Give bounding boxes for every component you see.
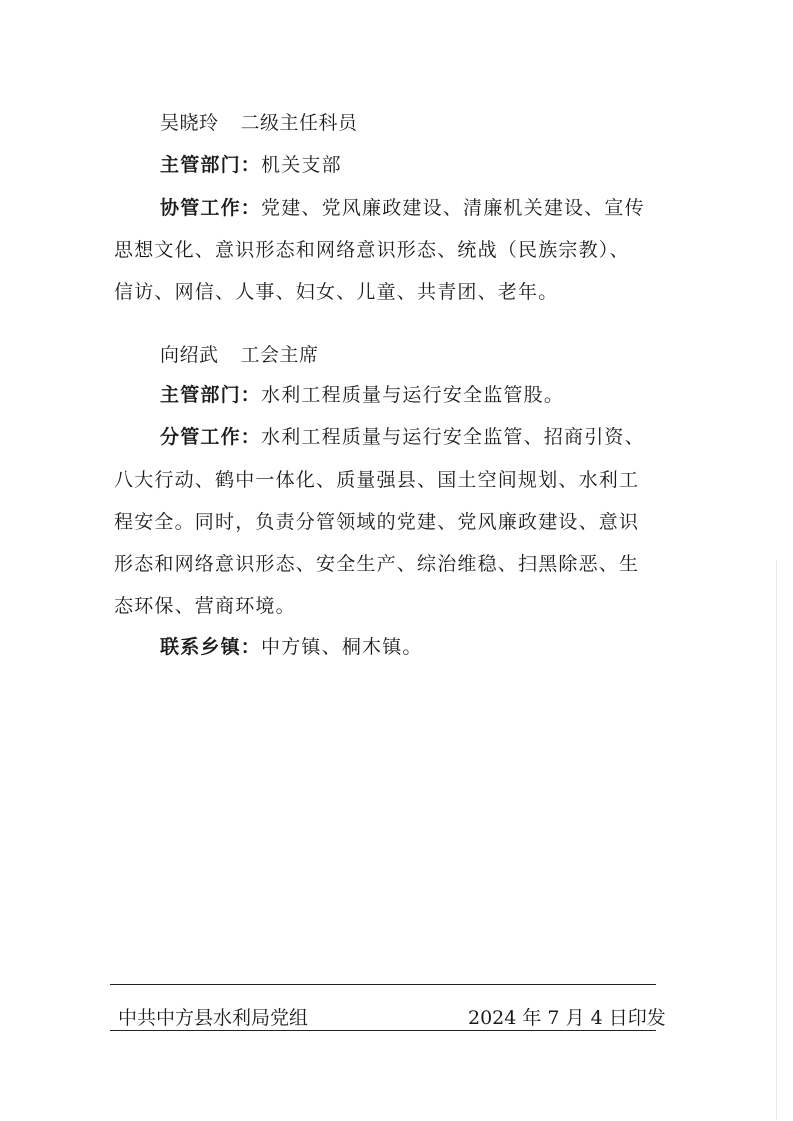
person-heading xyxy=(160,108,358,135)
person-heading xyxy=(160,340,319,367)
town-value: 中方镇、桐木镇。 xyxy=(261,636,423,658)
dept-value: 机关支部 xyxy=(261,154,342,176)
person-name: 向绍武 xyxy=(160,344,219,366)
person-title: 工会主席 xyxy=(240,344,319,366)
dept-value: 水利工程质量与运行安全监管股。 xyxy=(261,384,565,406)
footer-bottom-rule xyxy=(110,1030,656,1031)
footer-top-rule xyxy=(110,984,656,985)
work-text-line: 形态和网络意识形态、安全生产、综治维稳、扫黑除恶、生 xyxy=(114,553,640,575)
person-name: 吴晓玲 xyxy=(160,112,219,134)
footer-date: 2024 年 7 月 4 日印发 xyxy=(468,1007,666,1029)
work-text-line: 信访、网信、人事、妇女、儿童、共青团、老年。 xyxy=(114,281,559,303)
work-text-line: 八大行动、鹤中一体化、质量强县、国土空间规划、水利工 xyxy=(114,469,640,491)
work-text-line: 水利工程质量与运行安全监管、招商引资、 xyxy=(261,426,645,448)
dept-label: 主管部门： xyxy=(160,384,262,406)
work-text-line: 态环保、营商环境。 xyxy=(114,595,296,617)
work-row xyxy=(160,193,645,220)
dept-label: 主管部门： xyxy=(160,154,262,176)
town-label: 联系乡镇： xyxy=(160,636,262,658)
work-text-line: 党建、党风廉政建设、清廉机关建设、宣传 xyxy=(261,197,645,219)
dept-row xyxy=(160,380,564,407)
work-text-line: 程安全。同时，负责分管领域的党建、党风廉政建设、意识 xyxy=(114,511,640,533)
dept-row xyxy=(160,150,342,177)
work-row xyxy=(160,422,645,449)
footer-issuer: 中共中方县水利局党组 xyxy=(118,1007,309,1029)
work-label: 协管工作： xyxy=(160,197,262,219)
person-title: 二级主任科员 xyxy=(240,112,358,134)
town-row xyxy=(160,632,423,659)
work-label: 分管工作： xyxy=(160,426,262,448)
scan-edge-line xyxy=(776,560,777,1120)
work-text-line: 思想文化、意识形态和网络意识形态、统战（民族宗教）、 xyxy=(114,239,630,261)
